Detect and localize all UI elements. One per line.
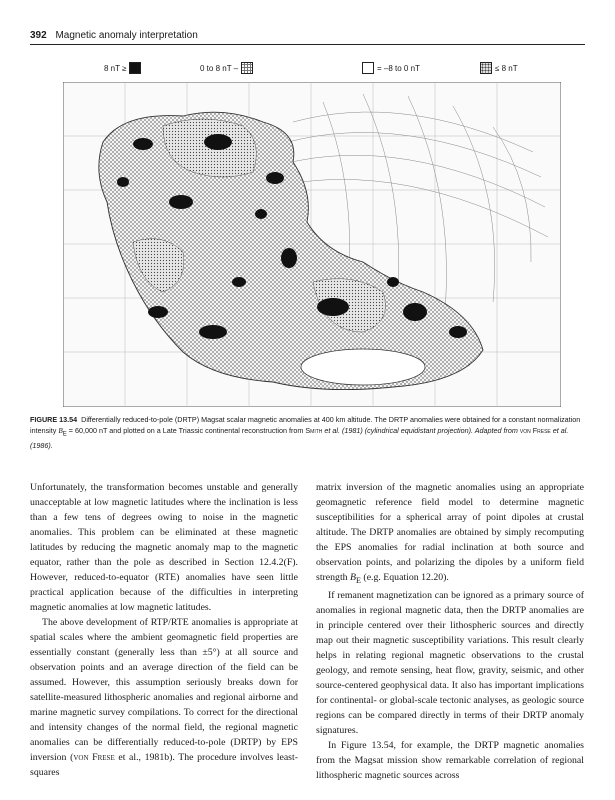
legend-swatch-black	[129, 62, 141, 74]
legend-item-strong-negative	[480, 62, 518, 74]
caption-author: von Frese	[519, 426, 551, 435]
caption-text: et al. (1986).	[30, 426, 569, 451]
running-title: Magnetic anomaly interpretation	[55, 30, 198, 41]
legend-label: 8 nT ≥	[104, 63, 127, 73]
figure-caption	[30, 414, 585, 451]
figure-label: FIGURE 13.54	[30, 415, 78, 424]
antarctic-region	[301, 349, 425, 385]
paragraph	[316, 480, 584, 588]
legend-swatch-blank	[362, 62, 374, 74]
paragraph-text: The above development of RTP/RTE anomalies is appropriate at spatial scales where the ambient geomagnetic field properties are essentially constant (generally less than ±5°) at all source and observation points and an average direction of the field can be assumed. However, this assumption seriously breaks down for satellite-measured lithospheric anomalies and regional airborne and marine magnetic survey compilations. To correct for the directional and intensity changes of the normal field, the regional magnetic anomalies can be differentially reduced-to-pole (DRTP) by EPS inversion (	[30, 617, 298, 763]
paragraph-text: matrix inversion of the magnetic anomalies using an appropriate geomagnetic reference field model to determine magnetic susceptibilities for a spherical array of point dipoles at crustal altitude. The DRTP anomalies are obtained by simply recomputing the EPS anomalies for radial inclination at both source and observation points, and polarizing the dipoles by a uniform field strength	[316, 482, 584, 583]
paragraph-text: et al., 1981b). The procedure involves least-squares	[30, 752, 298, 778]
caption-text: et al. (1981) (cylindrical equidistant projection). Adapted from	[322, 426, 520, 435]
legend-label: 0 to 8 nT –	[200, 63, 239, 73]
anomaly-map	[63, 82, 561, 407]
legend-label: = –8 to 0 nT	[377, 63, 420, 73]
math-subscript: E	[356, 575, 361, 585]
legend-label: ≤ 8 nT	[495, 63, 518, 73]
citation-author: von Frese	[73, 752, 115, 763]
legend-item-weak-positive	[200, 62, 253, 74]
body-column-right	[316, 480, 584, 783]
caption-text: = 60,000 nT and plotted on a Late Triassic continental reconstruction from	[66, 426, 306, 435]
math-symbol: B	[350, 572, 356, 583]
body-column-left	[30, 480, 298, 780]
legend-item-strong-positive	[104, 62, 141, 74]
legend-swatch-stipple	[480, 62, 492, 74]
paragraph: Unfortunately, the transformation becomes unstable and generally unacceptable at low magnetic latitudes where the inclination is less than a few tens of degrees owing to noise in the magnetic anomalies. This problem can be eliminated at these magnetic latitudes by reducing the magnetic anomaly map to the magnetic equator, rather than the pole as described in Section 12.4.2(F). However, reduced-to-equator (RTE) anomalies have seen little practical application because of the difficulties in interpreting magnetic anomalies at low magnetic latitudes.	[30, 482, 298, 613]
paragraph: If remanent magnetization can be ignored as a primary source of anomalies in regional magnetic data, then the DRTP anomalies are in principle centered over their lithospheric sources and directly map out their magnetic susceptibility variations. This result clearly helps in relating regional magnetic observations to the crustal geology, and remote sensing, heat flow, gravity, seismic, and other source-centered geophysical data. It also has important implications for continental- or global-scale tectonic analyses, as geologic source regions can be compared directly in terms of their DRTP anomaly signatures.	[316, 589, 584, 736]
paragraph: In Figure 13.54, for example, the DRTP magnetic anomalies from the Magsat mission show remarkable correlation of regional lithospheric magnetic sources across	[316, 739, 584, 781]
caption-math-subscript: E	[62, 431, 67, 438]
caption-text: Differentially reduced-to-pole (DRTP) Magsat scalar magnetic anomalies at 400 km altitude. The DRTP anomalies were obtained for a constant normalization intensity	[30, 415, 581, 435]
caption-math: B	[58, 427, 63, 435]
page-number: 392	[30, 30, 47, 41]
paragraph	[30, 615, 298, 780]
header-rule	[30, 44, 585, 45]
legend-item-weak-negative	[362, 62, 420, 74]
legend-swatch-crosshatch	[241, 62, 253, 74]
map-legend	[60, 62, 560, 78]
caption-author: Smith	[305, 426, 323, 435]
paragraph-text: (e.g. Equation 12.20).	[360, 572, 449, 583]
